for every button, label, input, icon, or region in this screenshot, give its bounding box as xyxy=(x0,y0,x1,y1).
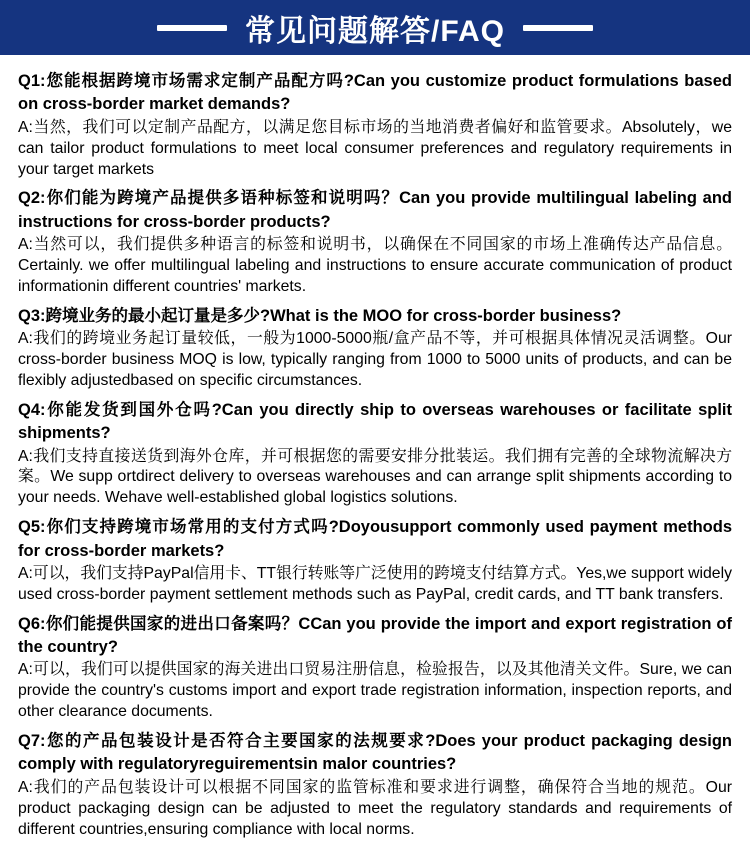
faq-item xyxy=(18,613,732,723)
faq-question: Q5:你们支持跨境市场常用的支付方式吗?Doyousupport commonly used payment methods for cross-border markets? xyxy=(18,518,732,560)
page-title: 常见问题解答/FAQ xyxy=(244,14,505,48)
faq-answer: A:可以，我们支持PayPal信用卡、TT银行转账等广泛使用的跨境支付结算方式。Yes,we support widely used cross-border payment settlement methods such as PayPal, credit cards, and TT bank transfers. xyxy=(18,564,732,603)
faq-item xyxy=(18,70,732,180)
faq-list xyxy=(0,55,750,854)
faq-answer: A:当然可以，我们提供多种语言的标签和说明书，以确保在不同国家的市场上准确传达产品信息。Certainly. we offer multilingual labeling and instructions to ensure accurate communication of product informationin different countries' markets. xyxy=(18,236,732,295)
banner-right-line xyxy=(523,25,593,31)
faq-answer: A:我们的产品包装设计可以根据不同国家的监管标准和要求进行调整，确保符合当地的规范。Our product packaging design can be adjusted to meet the regulatory standards and requirements of different countries,ensuring compliance with local norms. xyxy=(18,778,732,838)
faq-question: Q7:您的产品包装设计是否符合主要国家的法规要求?Does your product packaging design comply with regulatoryreguirementsin malor countries? xyxy=(18,731,732,774)
faq-question: Q3:跨境业务的最小起订量是多少?What is the MOO for cross-border business? xyxy=(18,306,622,325)
faq-banner xyxy=(0,0,750,55)
faq-item xyxy=(18,516,732,606)
faq-answer: A:当然，我们可以定制产品配方，以满足您目标市场的当地消费者偏好和监管要求。Absolutely，we can tailor product formulations to meet local consumer preferences and regulatory requirements in your target markets xyxy=(18,118,732,178)
faq-item xyxy=(18,730,732,840)
faq-question: Q1:您能根据跨境市场需求定制产品配方吗?Can you customize product formulations based on cross-border market demands? xyxy=(18,72,732,114)
faq-answer: A:我们支持直接送货到海外仓库，并可根据您的需要安排分批装运。我们拥有完善的全球物流解决方案。We supp ortdirect delivery to overseas warehouses and can arrange split shipments according to your needs. Wehave well-established global logistics solutions. xyxy=(18,447,732,507)
faq-question: Q2:你们能为跨境产品提供多语种标签和说明吗？Can you provide multilingual labeling and instructions for cross-border products? xyxy=(18,189,732,231)
faq-answer: A:可以，我们可以提供国家的海关进出口贸易注册信息，检验报告，以及其他清关文件。Sure, we can provide the country's customs import and export trade registration information, inspection reports, and other clearance documents. xyxy=(18,661,732,721)
faq-item xyxy=(18,187,732,297)
faq-question: Q4:你能发货到国外仓吗?Can you directly ship to overseas warehouses or facilitate split shipments? xyxy=(18,400,732,443)
faq-item xyxy=(18,305,732,392)
faq-answer: A:我们的跨境业务起订量较低，一般为1000-5000瓶/盒产品不等，并可根据具体情况灵活调整。Our cross-border business MOQ is low, typically ranging from 1000 to 5000 units of products, and can be flexibly adjustedbased on specific circumstances. xyxy=(18,330,732,389)
faq-question: Q6:你们能提供国家的进出口备案吗？CCan you provide the import and export registration of the country? xyxy=(18,614,732,657)
banner-left-line xyxy=(157,25,227,31)
faq-item xyxy=(18,399,732,509)
